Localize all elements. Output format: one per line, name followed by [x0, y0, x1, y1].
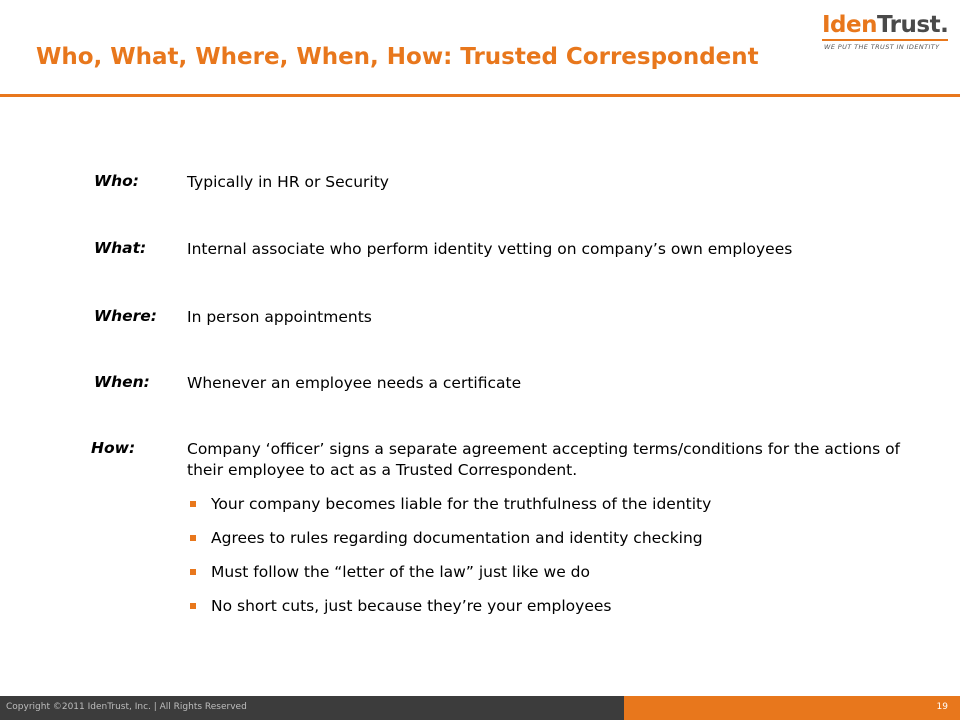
how-label: How:	[91, 439, 136, 457]
square-bullet-icon	[190, 501, 196, 507]
what-label: What:	[94, 239, 147, 257]
when-text: Whenever an employee needs a certificate	[187, 374, 522, 392]
who-label: Who:	[94, 172, 139, 190]
where-label: Where:	[94, 307, 157, 325]
square-bullet-icon	[190, 569, 196, 575]
logo-underline	[822, 39, 948, 41]
footer-accent-section	[624, 696, 960, 720]
what-text: Internal associate who perform identity vetting on company’s own employees	[187, 240, 793, 258]
page-number: 19	[936, 702, 948, 712]
logo-word-iden: Iden	[822, 12, 877, 38]
where-text: In person appointments	[187, 308, 372, 326]
logo-word-trust: Trust	[877, 12, 941, 38]
bullet-text: Must follow the “letter of the law” just like we do	[211, 563, 590, 581]
logo-trademark: .	[940, 12, 949, 38]
footer-bar	[0, 696, 960, 720]
footer-copyright: Copyright ©2011 IdenTrust, Inc. | All Rights Reserved	[6, 702, 247, 712]
how-text: Company ‘officer’ signs a separate agreement accepting terms/conditions for the actions of their employee to act as a Trusted Correspondent.	[187, 440, 901, 479]
list-item	[187, 494, 927, 528]
list-item	[187, 596, 927, 630]
bullet-text: Agrees to rules regarding documentation and identity checking	[211, 529, 703, 547]
logo-tagline: WE PUT THE TRUST IN IDENTITY	[824, 43, 940, 51]
footer-dark-section	[0, 696, 624, 720]
bullet-text: Your company becomes liable for the truthfulness of the identity	[211, 495, 712, 513]
bullet-text: No short cuts, just because they’re your employees	[211, 597, 612, 615]
slide-title: Who, What, Where, When, How: Trusted Correspondent	[36, 44, 759, 70]
who-text: Typically in HR or Security	[187, 173, 389, 191]
logo-wordmark	[822, 12, 948, 38]
list-item	[187, 562, 927, 596]
identrust-logo	[822, 12, 954, 52]
square-bullet-icon	[190, 603, 196, 609]
list-item	[187, 528, 927, 562]
how-bullet-list	[187, 494, 927, 630]
title-divider	[0, 94, 960, 97]
when-label: When:	[94, 373, 150, 391]
square-bullet-icon	[190, 535, 196, 541]
